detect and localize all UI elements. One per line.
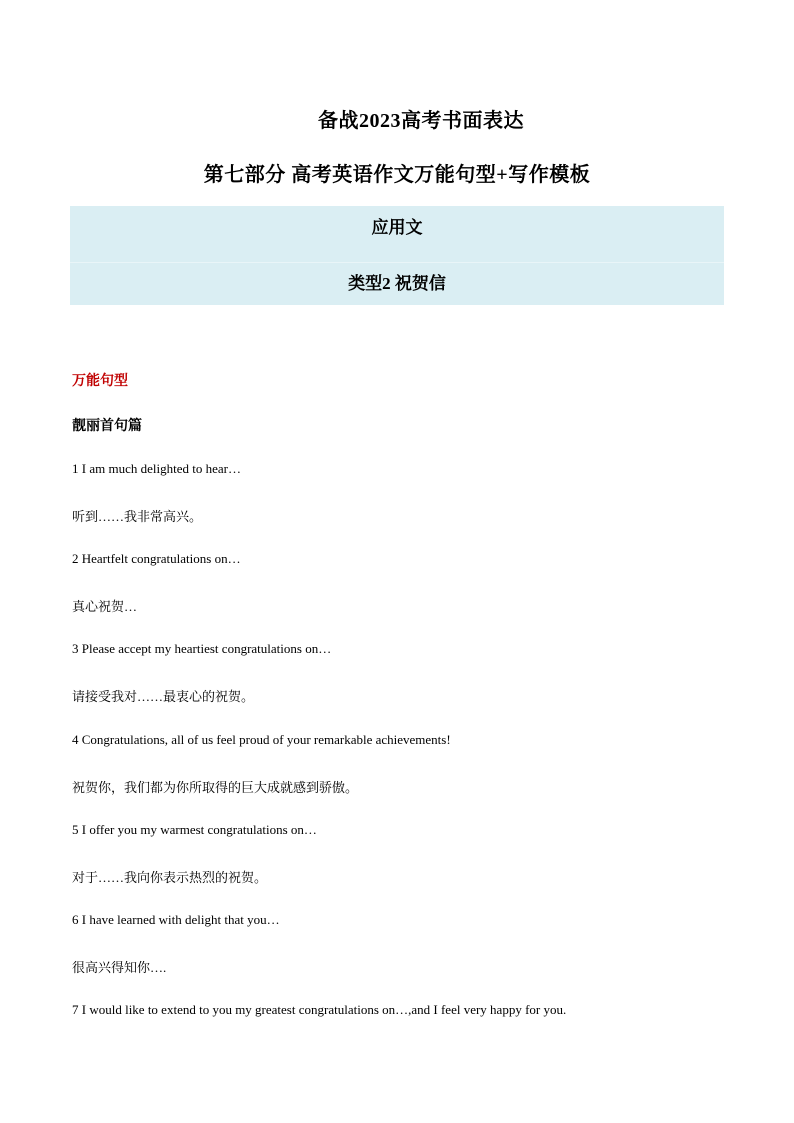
category-band: 应用文 xyxy=(70,206,724,262)
sentence-line: 2 Heartfelt congratulations on… xyxy=(72,551,241,566)
translation-line: 很高兴得知你…. xyxy=(72,960,167,975)
sentence-line: 1 I am much delighted to hear… xyxy=(72,461,241,476)
sentence-line: 4 Congratulations, all of us feel proud of your remarkable achievements! xyxy=(72,732,451,747)
translation-line: 对于……我向你表示热烈的祝贺。 xyxy=(72,870,268,885)
type-band: 类型2 祝贺信 xyxy=(70,262,724,305)
translation-line: 听到……我非常高兴。 xyxy=(72,509,203,524)
translation-line: 祝贺你，我们都为你所取得的巨大成就感到骄傲。 xyxy=(72,780,359,795)
document-subtitle: 第七部分 高考英语作文万能句型+写作模板 xyxy=(203,164,591,186)
sentence-line: 6 I have learned with delight that you… xyxy=(72,912,280,927)
document-title: 备战2023高考书面表达 xyxy=(318,110,524,132)
section-subheading: 靓丽首句篇 xyxy=(72,419,142,434)
sentence-line: 3 Please accept my heartiest congratulations on… xyxy=(72,641,332,656)
translation-line: 请接受我对……最衷心的祝贺。 xyxy=(72,689,255,704)
sentence-line: 5 I offer you my warmest congratulations on… xyxy=(72,822,317,837)
translation-line: 真心祝贺… xyxy=(72,599,138,614)
section-heading: 万能句型 xyxy=(72,374,128,389)
sentence-line: 7 I would like to extend to you my greatest congratulations on…,and I feel very happy for you. xyxy=(72,1002,567,1017)
